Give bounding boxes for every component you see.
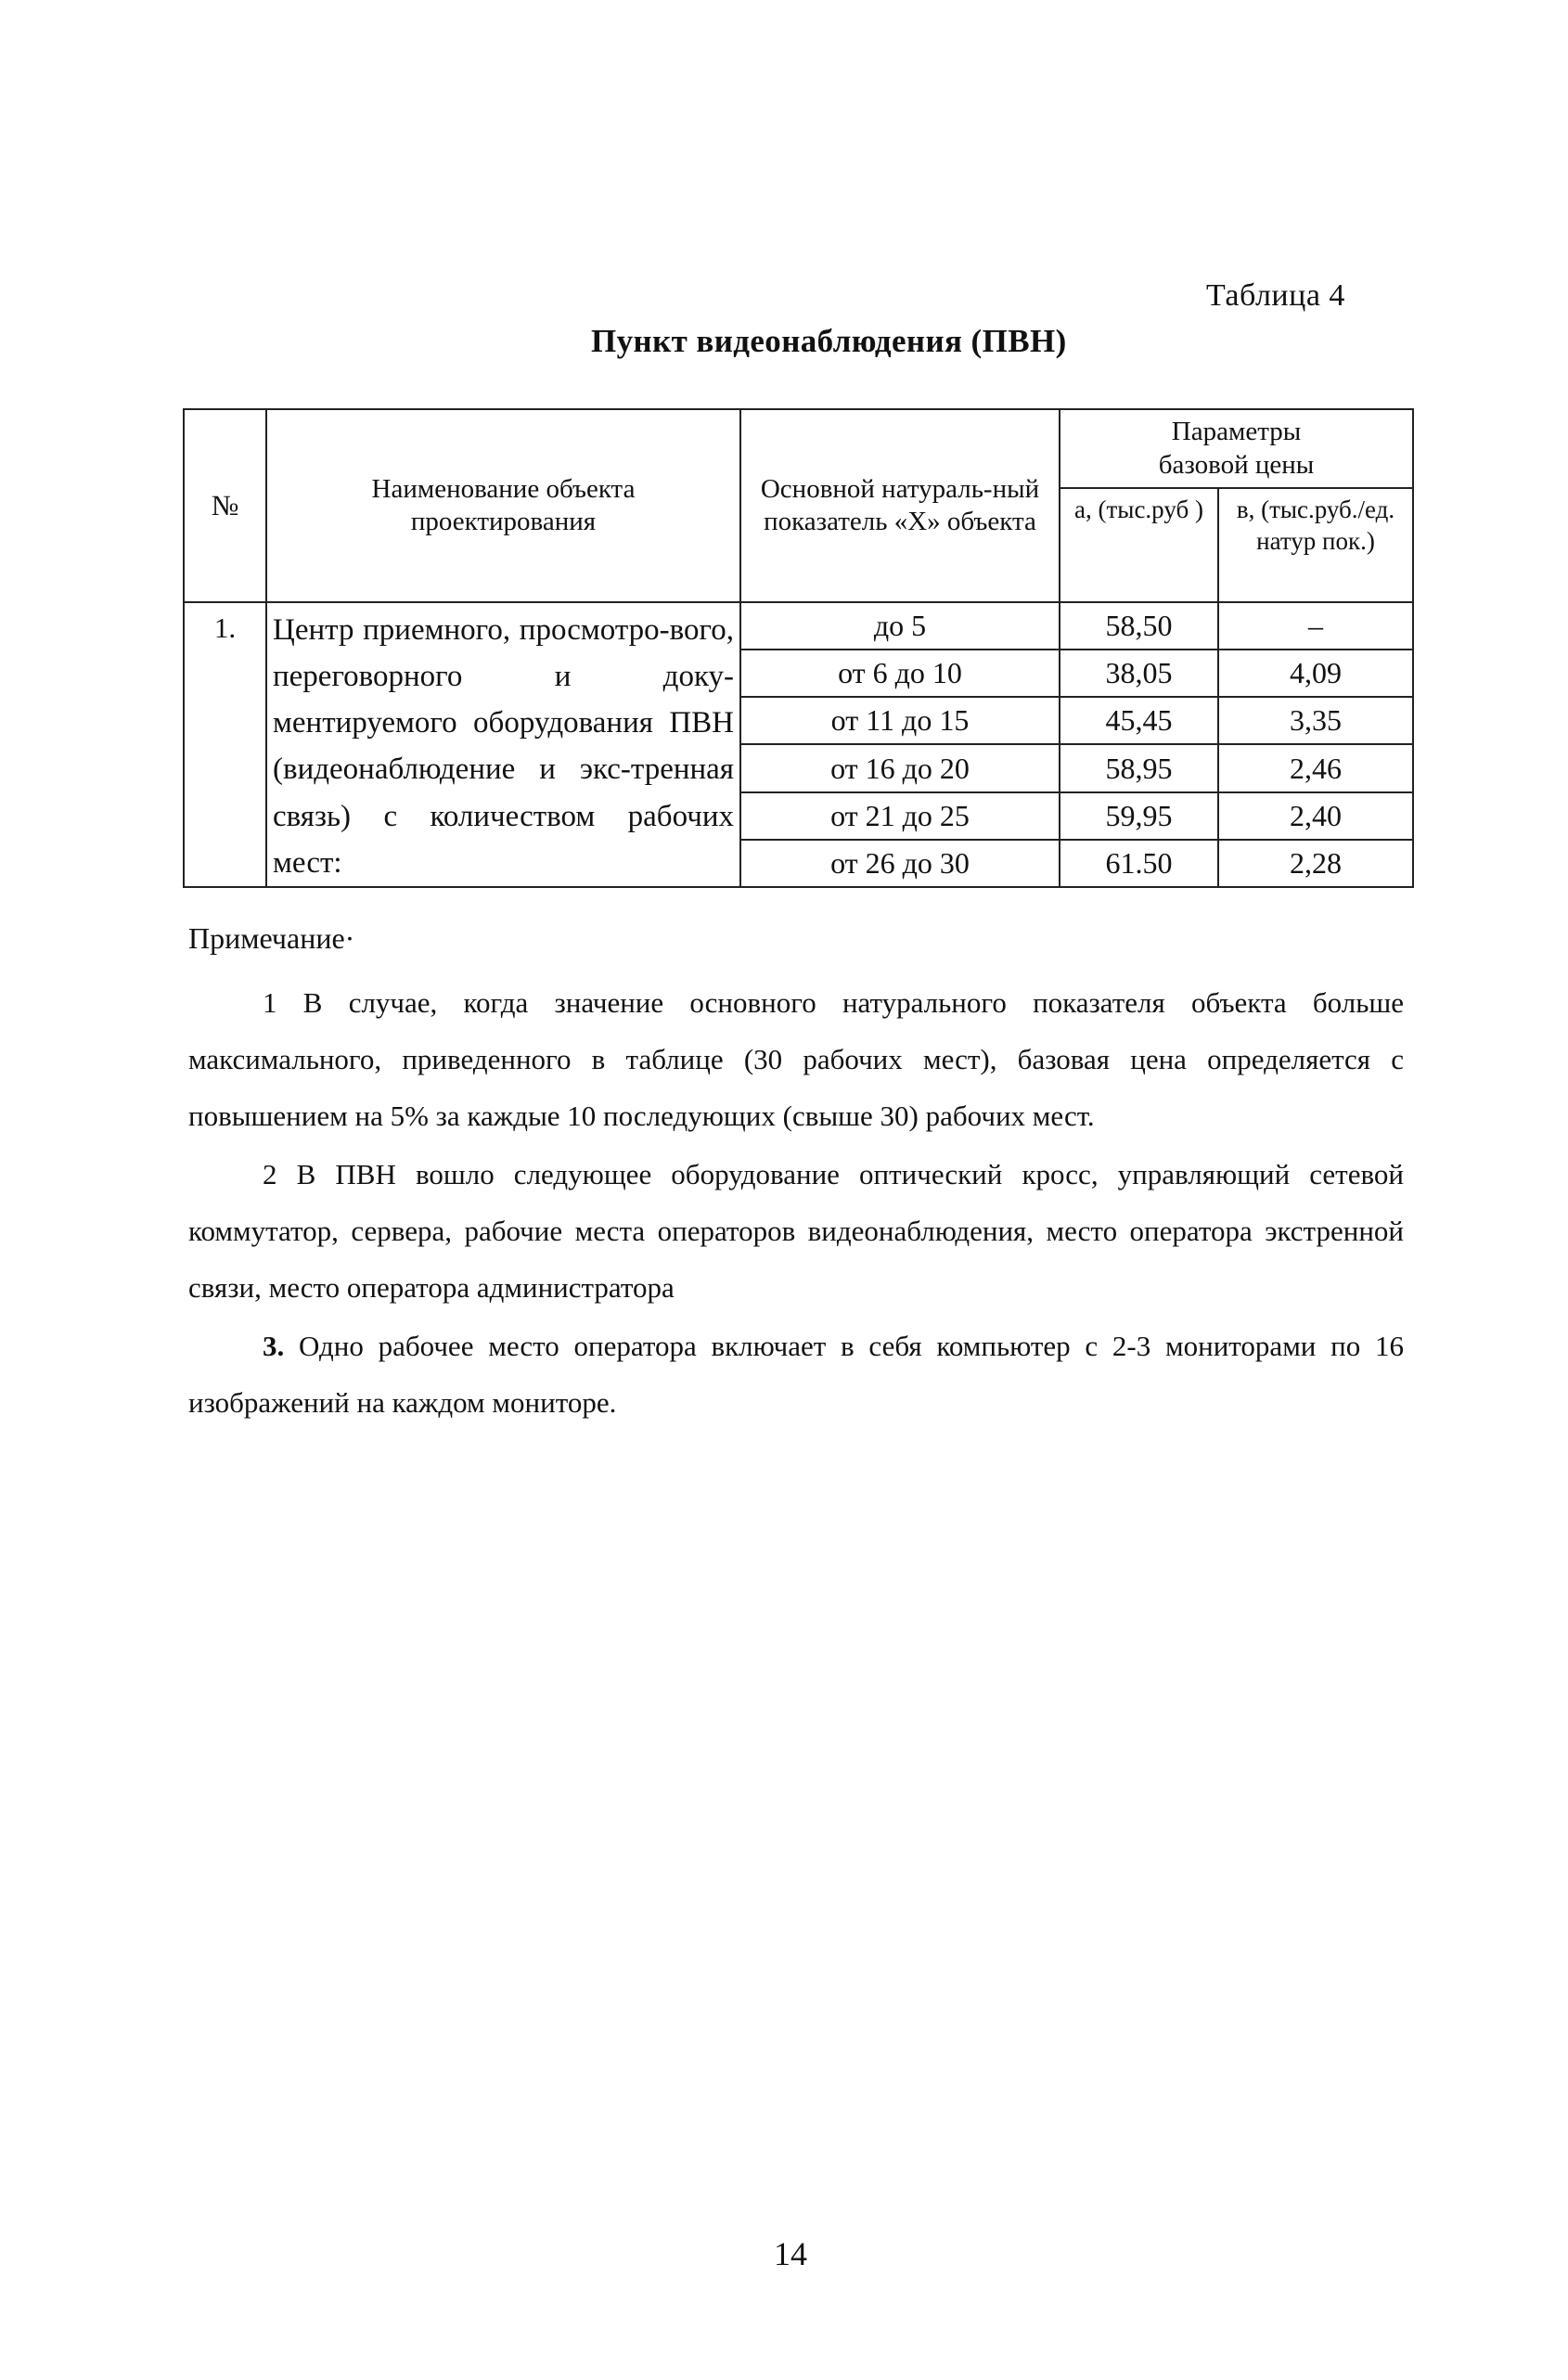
value-a-cell: 59,95: [1060, 792, 1218, 840]
note-item: [188, 1318, 1404, 1431]
note-number: 1: [263, 986, 277, 1019]
header-params-group: Параметры базовой цены: [1060, 409, 1413, 488]
value-a-cell: 61.50: [1060, 840, 1218, 887]
document-title: Пункт видеонаблюдения (ПВН): [591, 323, 1067, 359]
header-number: №: [184, 409, 266, 602]
value-a-cell: 58,95: [1060, 744, 1218, 791]
note-number: 2: [263, 1158, 277, 1190]
range-cell: от 21 до 25: [740, 792, 1060, 840]
table-row: [184, 602, 1413, 650]
range-cell: от 26 до 30: [740, 840, 1060, 887]
page-number: 14: [774, 2235, 807, 2272]
value-b-cell: 3,35: [1218, 697, 1413, 744]
header-param-b: в, (тыс.руб./ед. натур пок.): [1218, 488, 1413, 602]
range-cell: от 11 до 15: [740, 697, 1060, 744]
value-a-cell: 45,45: [1060, 697, 1218, 744]
value-b-cell: 2,46: [1218, 744, 1413, 791]
range-cell: от 16 до 20: [740, 744, 1060, 791]
header-indicator: Основной натураль-ный показатель «Х» объекта: [740, 409, 1060, 602]
object-description: Центр приемного, просмотро-вого, переговорного и доку-ментируемого оборудования ПВН (видеонаблюдение и экс-тренная связь) с количеством рабочих мест:: [266, 602, 740, 887]
header-row-1: [184, 409, 1413, 488]
note-text: Одно рабочее место оператора включает в себя компьютер с 2-3 мониторами по 16 изображений на каждом мониторе.: [188, 1330, 1405, 1419]
value-a-cell: 38,05: [1060, 650, 1218, 697]
value-b-cell: –: [1218, 602, 1413, 650]
value-b-cell: 2,28: [1218, 840, 1413, 887]
note-item: [188, 1146, 1404, 1316]
note-text: В ПВН вошло следующее оборудование оптический кросс, управляющий сетевой коммутатор, сервера, рабочие места операторов видеонаблюдения, место оператора экстренной связи, место оператора администратора: [188, 1158, 1405, 1304]
table-label: Таблица 4: [1206, 278, 1345, 313]
note-number: 3.: [263, 1330, 285, 1362]
range-cell: от 6 до 10: [740, 650, 1060, 697]
header-object-name: Наименование объекта проектирования: [266, 409, 740, 602]
value-a-cell: 58,50: [1060, 602, 1218, 650]
notes-title: Примечание·: [188, 921, 355, 955]
note-text: В случае, когда значение основного натурального показателя объекта больше максимального, приведенного в таблице (30 рабочих мест), базовая цена определяется с повышением на 5% за каждые 10 последующих (свыше 30) рабочих мест.: [188, 986, 1405, 1132]
range-cell: до 5: [740, 602, 1060, 650]
header-param-a: а, (тыс.руб ): [1060, 488, 1218, 602]
price-table: [183, 408, 1414, 888]
row-number: 1.: [184, 602, 266, 887]
value-b-cell: 2,40: [1218, 792, 1413, 840]
value-b-cell: 4,09: [1218, 650, 1413, 697]
note-item: [188, 974, 1404, 1144]
